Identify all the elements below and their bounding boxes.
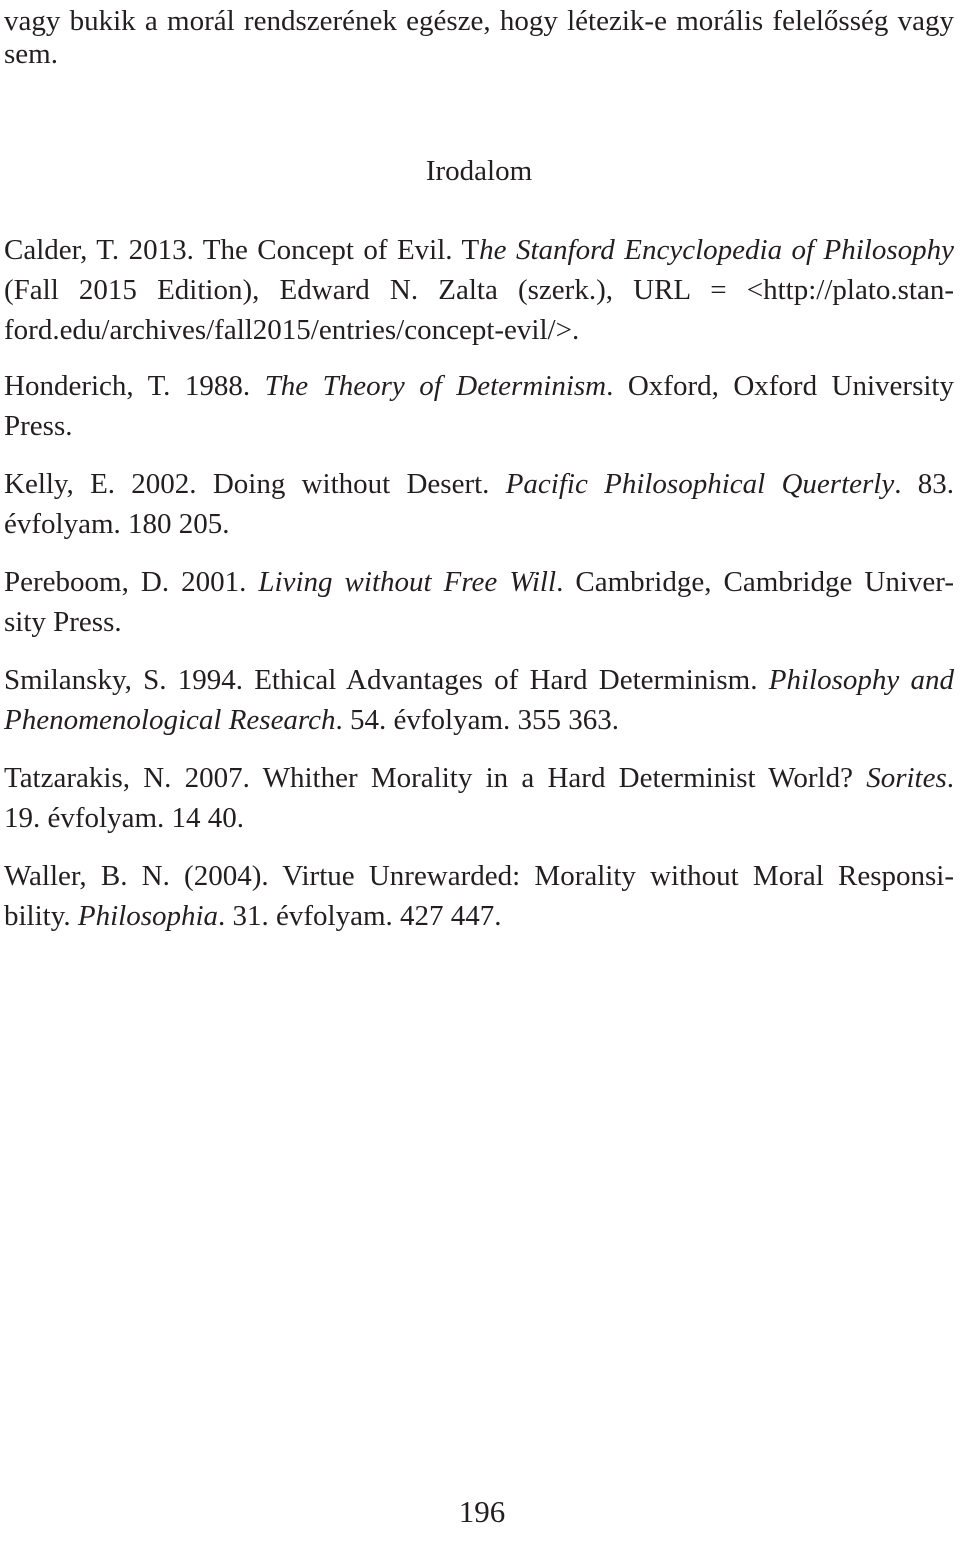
- smilansky-journal-2: Phenomenological Research: [4, 704, 336, 736]
- tatzarakis-author: Tatzarakis, N. 2007. Whither Morality in a Hard Determinist World?: [4, 762, 867, 794]
- honderich-title: The Theory of Determinism: [264, 370, 607, 402]
- pereboom-author: Pereboom, D. 2001.: [4, 566, 259, 598]
- smilansky-author: Smilansky, S. 1994. Ethical Advantages of Hard Determinism.: [4, 664, 769, 696]
- honderich-line-2: Press.: [4, 410, 73, 442]
- tatzarakis-journal: Sorites: [866, 762, 947, 794]
- kelly-volume: . 83.: [894, 468, 955, 500]
- kelly-author: Kelly, E. 2002. Doing without Desert.: [4, 468, 506, 500]
- kelly-line-2: évfolyam. 180 205.: [4, 508, 230, 540]
- waller-volume: . 31. évfolyam. 427 447.: [218, 900, 502, 932]
- waller-line-2a: bility.: [4, 900, 78, 932]
- honderich-author: Honderich, T. 1988.: [4, 370, 265, 402]
- pereboom-line-2: sity Press.: [4, 606, 122, 638]
- waller-journal: Philosophia: [77, 900, 219, 932]
- calder-line-1a: Calder, T. 2013. The Concept of Evil. T: [4, 234, 480, 266]
- pereboom-publisher: . Cambridge, Cambridge Univer-: [556, 566, 955, 598]
- page-number: 196: [458, 1494, 506, 1529]
- intro-line-1: vagy bukik a morál rendszerének egésze, hogy létezik-e morális felelősség vagy: [4, 5, 954, 37]
- calder-line-3: ford.edu/archives/fall2015/entries/concept-evil/>.: [4, 314, 580, 346]
- pereboom-title: Living without Free Will: [258, 566, 557, 598]
- kelly-journal: Pacific Philosophical Querterly: [505, 468, 895, 500]
- waller-line-1: Waller, B. N. (2004). Virtue Unrewarded: Morality without Moral Responsi-: [4, 860, 954, 892]
- smilansky-volume: . 54. évfolyam. 355 363.: [335, 704, 620, 736]
- smilansky-journal-1: Philosophy and: [768, 664, 954, 696]
- tatzarakis-line-2: 19. évfolyam. 14 40.: [4, 802, 245, 834]
- document-page: [4, 0, 954, 1556]
- intro-line-2: sem.: [4, 38, 58, 70]
- section-heading: Irodalom: [425, 155, 533, 187]
- calder-line-1b: he Stanford Encyclopedia of Philosophy: [479, 234, 954, 266]
- honderich-publisher: . Oxford, Oxford University: [606, 370, 954, 402]
- calder-line-2: (Fall 2015 Edition), Edward N. Zalta (szerk.), URL = <http://plato.stan-: [4, 274, 954, 306]
- tatzarakis-period: .: [946, 762, 954, 794]
